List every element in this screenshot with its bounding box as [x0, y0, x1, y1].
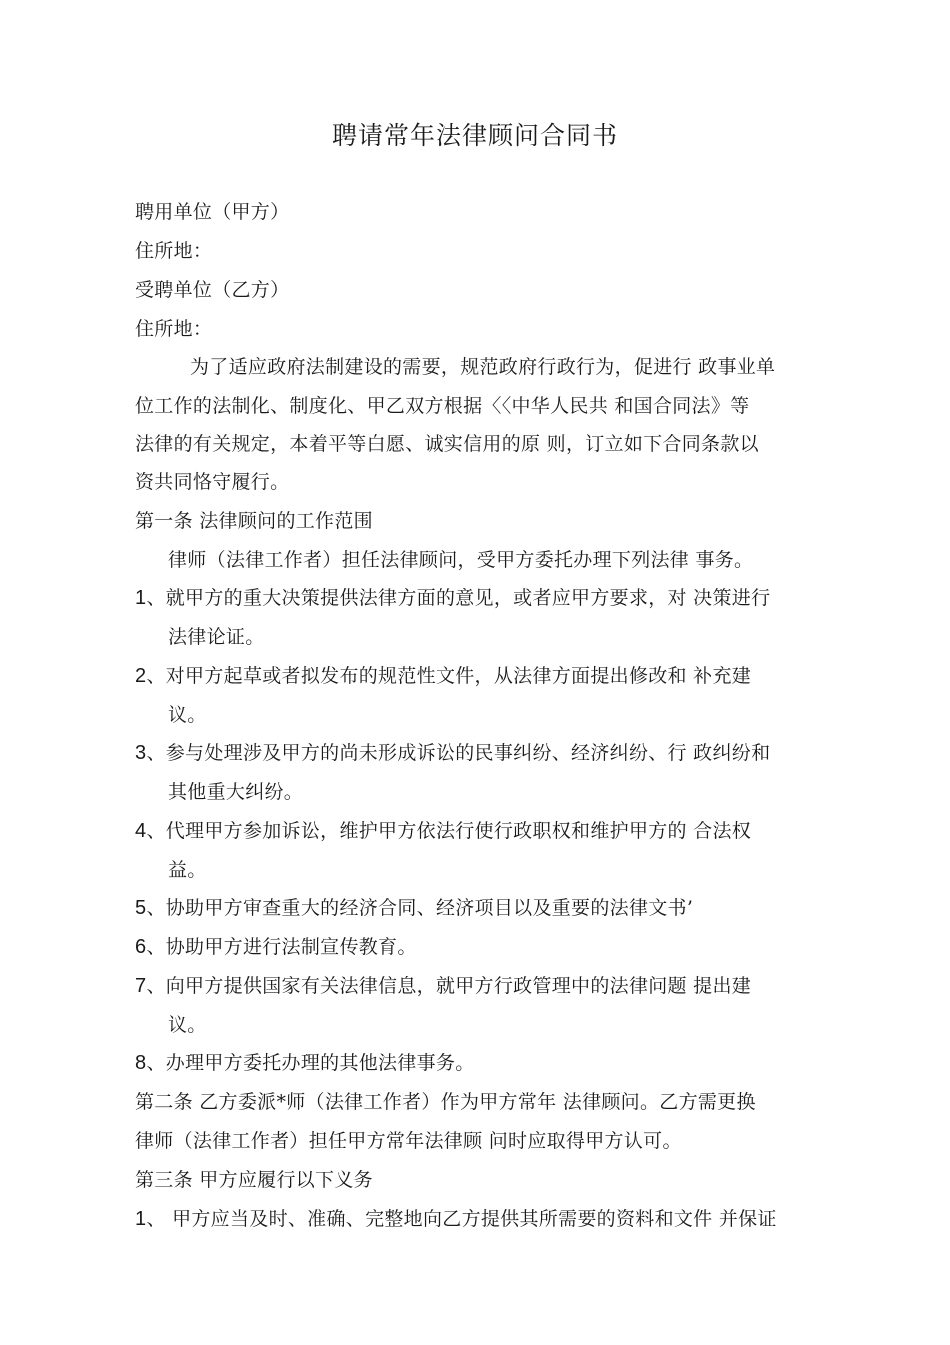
item-continuation: 益。: [168, 859, 207, 881]
item-text: 、就甲方的重大决策提供法律方面的意见，或者应甲方要求，对 决策进行: [146, 587, 771, 609]
item-number: 6: [135, 936, 147, 958]
list-item: [135, 971, 751, 998]
item-text: 、参与处理涉及甲方的尚未形成诉讼的民事纠纷、经济纠纷、行 政纠纷和: [146, 742, 771, 764]
item-text: 、代理甲方参加诉讼，维护甲方依法行使行政职权和维护甲方的 合法权: [146, 820, 752, 842]
article1-heading: 第一条 法律顾问的工作范围: [135, 510, 373, 532]
item-text: 、对甲方起草或者拟发布的规范性文件，从法律方面提出修改和 补充建: [146, 665, 752, 687]
list-item: [135, 1204, 777, 1231]
list-item: [135, 738, 770, 765]
item-number: 3: [135, 742, 147, 764]
preamble-line: 资共同恪守履行。: [135, 471, 290, 493]
preamble-line: 为了适应政府法制建设的需要，规范政府行政行为，促进行 政事业单: [190, 356, 776, 378]
item-text: 、办理甲方委托办理的其他法律事务。: [146, 1052, 475, 1074]
article1-intro: 律师（法律工作者）担任法律顾问，受甲方委托办理下列法律 事务。: [168, 549, 754, 571]
item-continuation: 其他重大纠纷。: [168, 781, 304, 803]
party-b-field: 受聘单位（乙方）: [135, 279, 290, 301]
document-title: 聘请常年法律顾问合同书: [331, 121, 618, 150]
list-item: [135, 932, 417, 959]
item-number: 8: [135, 1052, 147, 1074]
item-text: 、协助甲方审查重大的经济合同、经济项目以及重要的法律文书’: [146, 897, 694, 919]
article3-heading: 第三条 甲方应履行以下义务: [135, 1169, 373, 1191]
list-item: [135, 1048, 475, 1075]
item-continuation: 议。: [168, 704, 207, 726]
item-number: 4: [135, 820, 147, 842]
item-text: 、 甲方应当及时、准确、完整地向乙方提供其所需要的资料和文件 并保证: [146, 1208, 777, 1230]
list-item: [135, 661, 751, 688]
party-a-field: 聘用单位（甲方）: [135, 201, 290, 223]
list-item: [135, 893, 693, 920]
list-item: [135, 816, 751, 843]
item-continuation: 法律论证。: [168, 626, 265, 648]
list-item: [135, 583, 770, 610]
item-continuation: 议。: [168, 1014, 207, 1036]
item-text: 、向甲方提供国家有关法律信息，就甲方行政管理中的法律问题 提出建: [146, 975, 752, 997]
article2-line: 律师（法律工作者）担任甲方常年法律顾 问时应取得甲方认可。: [135, 1130, 682, 1152]
party-b-address-field: 住所地：: [135, 318, 213, 340]
preamble-line: 法律的有关规定，本着平等白愿、诚实信用的原 则，订立如下合同条款以: [135, 433, 759, 455]
item-number: 5: [135, 897, 147, 919]
party-a-address-field: 住所地：: [135, 240, 213, 262]
item-number: 7: [135, 975, 147, 997]
item-number: 1: [135, 587, 147, 609]
item-text: 、协助甲方进行法制宣传教育。: [146, 936, 417, 958]
preamble-line: 位工作的法制化、制度化、甲乙双方根据〈〈中华人民共 和国合同法》等: [135, 395, 750, 417]
article2-line: 第二条 乙方委派*师（法律工作者）作为甲方常年 法律顾问。乙方需更换: [135, 1091, 756, 1113]
item-number: 1: [135, 1208, 147, 1230]
item-number: 2: [135, 665, 147, 687]
